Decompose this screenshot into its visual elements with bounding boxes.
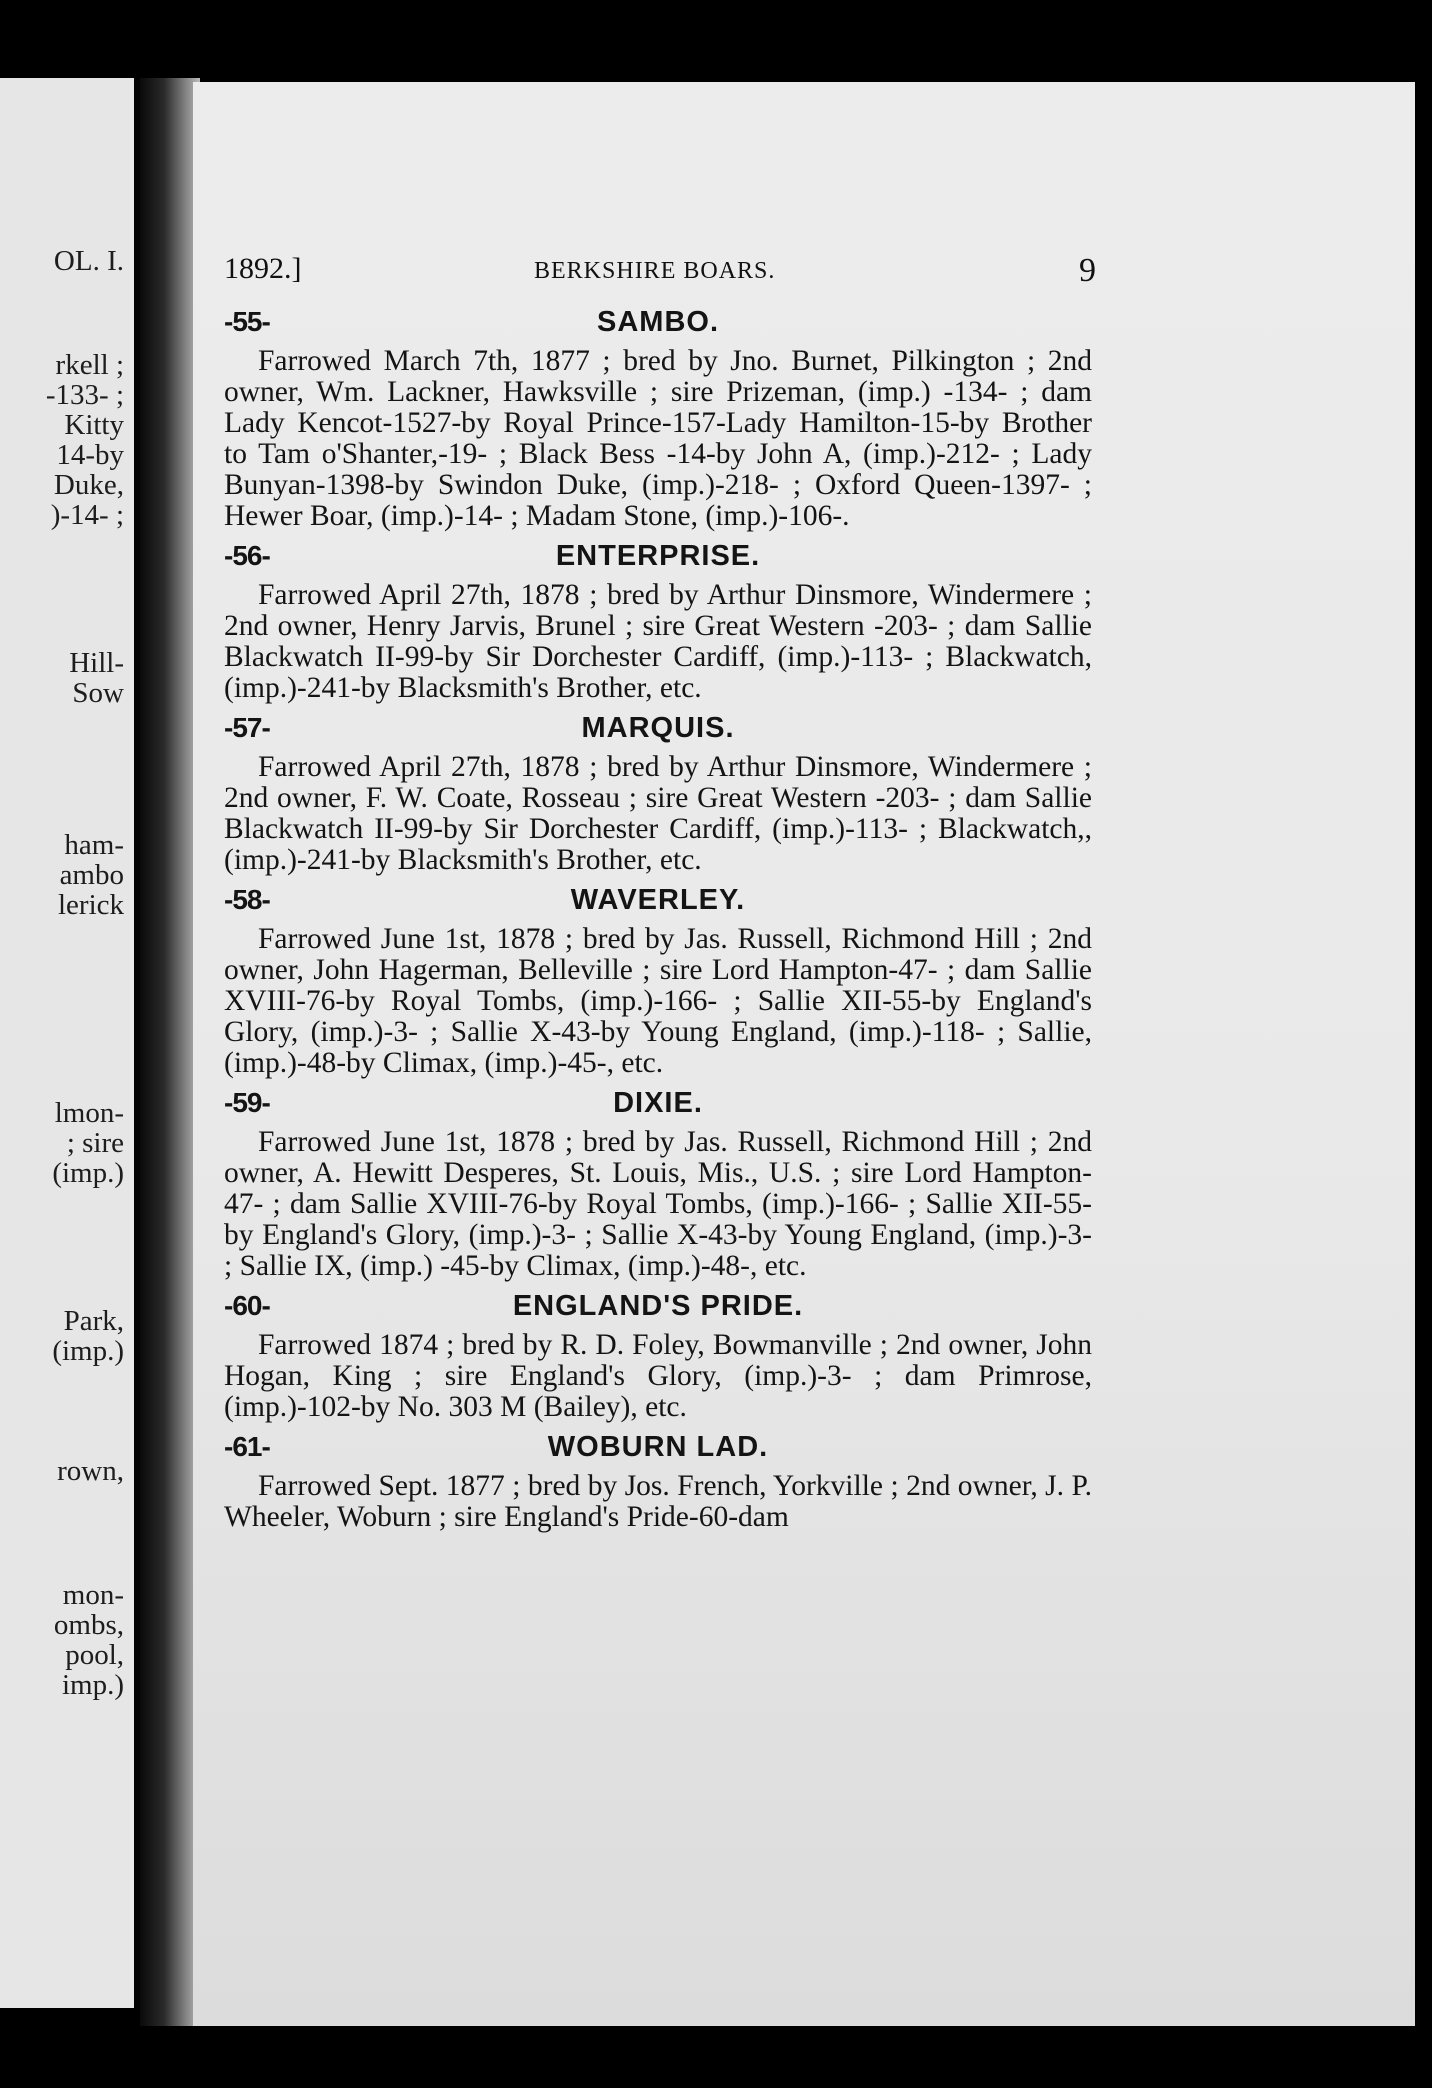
entry-text: Farrowed Sept. 1877 ; bred by Jos. French, Yorkville ; 2nd owner, J. P. Wheeler, Woburn ; sire England's Pride-60-dam [224, 1470, 1092, 1533]
entry-number: -56- [224, 540, 270, 571]
facing-line: rkell ; [55, 349, 124, 381]
entry [224, 538, 1092, 704]
book-gutter [140, 78, 200, 2026]
facing-line: Kitty [64, 409, 124, 441]
entry-name: ENTERPRISE. [555, 540, 761, 572]
facing-line: ham- [64, 829, 124, 861]
facing-line: -133- ; [45, 379, 124, 411]
facing-line: ambo [59, 859, 124, 891]
entry [224, 304, 1092, 532]
entry-number: -61- [224, 1431, 270, 1462]
facing-line: Hill- [69, 647, 124, 679]
entry-name: ENGLAND'S PRIDE. [512, 1290, 804, 1322]
running-title: BERKSHIRE BOARS. [534, 258, 776, 284]
entry-text: Farrowed April 27th, 1878 ; bred by Arthur Dinsmore, Windermere ; 2nd owner, Henry Jarvis, Brunel ; sire Great Western -203- ; dam Sallie Blackwatch II-99-by Sir Dorchester Cardiff, (imp.)-113- ; Blackwatch, (imp.)-241-by Blacksmith's Brother, etc. [224, 579, 1092, 704]
facing-line: ; sire [66, 1127, 124, 1159]
entry-name: SAMBO. [597, 306, 719, 338]
facing-page-fragment [0, 78, 134, 2008]
entry-number: -59- [224, 1087, 270, 1118]
entry-number: -58- [224, 884, 270, 915]
facing-line: pool, [65, 1639, 124, 1671]
entry-heading [224, 1288, 1092, 1330]
facing-line: )-14- ; [50, 499, 124, 531]
facing-line: imp.) [61, 1669, 124, 1701]
facing-line: 14-by [56, 439, 124, 471]
facing-line: ombs, [53, 1609, 124, 1641]
entry [224, 710, 1092, 876]
entry-number: -60- [224, 1290, 270, 1321]
facing-line: Sow [72, 677, 124, 709]
facing-line: OL. I. [53, 245, 124, 277]
entry-heading [224, 882, 1092, 924]
entry-text: Farrowed 1874 ; bred by R. D. Foley, Bowmanville ; 2nd owner, John Hogan, King ; sire England's Glory, (imp.)-3- ; dam Primrose, (imp.)-102-by No. 303 M (Bailey), etc. [224, 1329, 1092, 1423]
facing-line: (imp.) [52, 1335, 124, 1367]
entry-text: Farrowed April 27th, 1878 ; bred by Arthur Dinsmore, Windermere ; 2nd owner, F. W. Coate, Rosseau ; sire Great Western -203- ; dam Sallie Blackwatch II-99-by Sir Dorchester Cardiff, (imp.)-113- ; Blackwatch,, (imp.)-241-by Blacksmith's Brother, etc. [224, 751, 1092, 876]
entry-number: -55- [224, 306, 270, 337]
entry [224, 882, 1092, 1079]
facing-line: mon- [62, 1579, 124, 1611]
entry-name: MARQUIS. [581, 712, 735, 744]
entry-name: WAVERLEY. [570, 884, 746, 916]
entry-number: -57- [224, 712, 270, 743]
entry-heading [224, 1085, 1092, 1127]
entry-heading [224, 538, 1092, 580]
facing-line: (imp.) [52, 1157, 124, 1189]
entry-heading [224, 304, 1092, 346]
facing-line: lmon- [54, 1097, 124, 1129]
entry [224, 1429, 1092, 1533]
page-header [224, 252, 1096, 292]
facing-line: Duke, [53, 469, 124, 501]
entries-list [224, 300, 1092, 1539]
facing-line: rown, [57, 1455, 124, 1487]
entry-name: DIXIE. [613, 1087, 703, 1119]
page-number: 9 [1079, 252, 1096, 289]
entry-text: Farrowed March 7th, 1877 ; bred by Jno. Burnet, Pilkington ; 2nd owner, Wm. Lackner, Hawksville ; sire Prizeman, (imp.) -134- ; dam Lady Kencot-1527-by Royal Prince-157-Lady Hamilton-15-by Brother to Tam o'Shanter,-19- ; Black Bess -14-by John A, (imp.)-212- ; Lady Bunyan-1398-by Swindon Duke, (imp.)-218- ; Oxford Queen-1397- ; Hewer Boar, (imp.)-14- ; Madam Stone, (imp.)-106-. [224, 345, 1092, 532]
entry-heading [224, 710, 1092, 752]
entry [224, 1085, 1092, 1282]
header-year: 1892.] [224, 252, 302, 285]
entry-heading [224, 1429, 1092, 1471]
facing-line: Park, [63, 1305, 124, 1337]
entry-text: Farrowed June 1st, 1878 ; bred by Jas. Russell, Richmond Hill ; 2nd owner, John Hagerman, Belleville ; sire Lord Hampton-47- ; dam Sallie XVIII-76-by Royal Tombs, (imp.)-166- ; Sallie XII-55-by England's Glory, (imp.)-3- ; Sallie X-43-by Young England, (imp.)-118- ; Sallie, (imp.)-48-by Climax, (imp.)-45-, etc. [224, 923, 1092, 1079]
entry-name: WOBURN LAD. [547, 1431, 769, 1463]
entry-text: Farrowed June 1st, 1878 ; bred by Jas. Russell, Richmond Hill ; 2nd owner, A. Hewitt Desperes, St. Louis, Mis., U.S. ; sire Lord Hampton-47- ; dam Sallie XVIII-76-by Royal Tombs, (imp.)-166- ; Sallie XII-55-by England's Glory, (imp.)-3- ; Sallie X-43-by Young England, (imp.)-3- ; Sallie IX, (imp.) -45-by Climax, (imp.)-48-, etc. [224, 1126, 1092, 1282]
facing-line: lerick [57, 889, 124, 921]
entry [224, 1288, 1092, 1423]
